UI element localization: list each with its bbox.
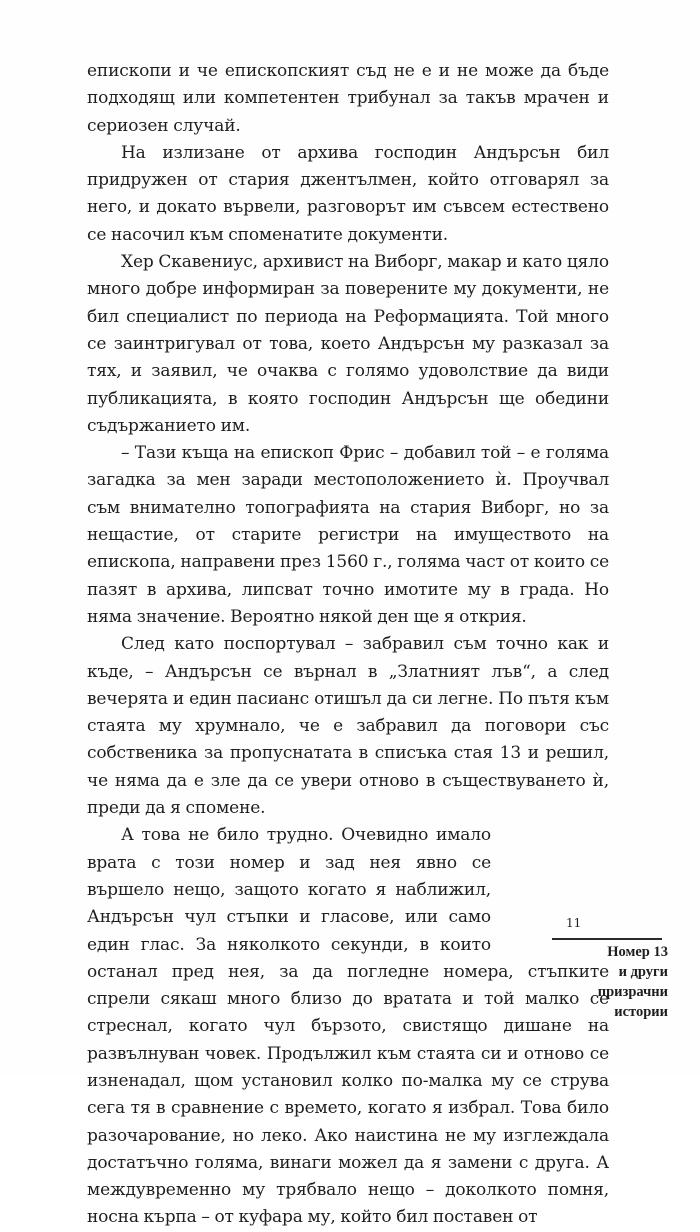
- paragraph-1: епископи и че епископският съд не е и не може да бъде подходящ или компетентен трибунал за такъв мрачен и сериозен случай.: [87, 61, 609, 136]
- running-title-line-2: и други призрачни: [597, 964, 668, 1000]
- paragraph-5: След като поспортувал – забравил съм точно как и къде, – Андърсън се върнал в „Златният лъв“, а след вечерята и един пасианс отишъл да си легне. По пътя към стаята му хрумнало, че е забравил да поговори със собственика за пропуснатата в списъка стая 13 и решил, че няма да е зле да се увери отново в съществуването ѝ, преди да я спомене.: [87, 634, 609, 819]
- running-title-line-1: Номер 13: [607, 944, 668, 960]
- running-title: [546, 942, 668, 1022]
- paragraph-4: – Тази къща на епископ Фрис – добавил той – е голяма загадка за мен заради местоположението ѝ. Проучвал съм внимателно топографията на стария Виборг, но за нещастие, от старите регистри на имуществото на епископа, направени през 1560 г., голяма част от които се пазят в архива, липсват точно имотите му в града. Но няма значение. Вероятно някой ден ще я открия.: [87, 443, 609, 627]
- paragraph-3: Хер Скавениус, архивист на Виборг, макар и като цяло много добре информиран за поверените му документи, не бил специалист по периода на Реформацията. Той много се заинтригувал от това, което Андърсън му разказал за тях, и заявил, че очаква с голямо удоволствие да види публикацията, в която господин Андърсън ще обедини съдържанието им.: [87, 252, 609, 436]
- page-number: 11: [566, 916, 582, 930]
- body-text: [87, 58, 609, 1232]
- paragraph-6: А това не било трудно. Очевидно имало врата с този номер и зад нея явно се вършело нещо, защото когато я наближил, Андърсън чул стъпки и гласове, или само един глас. За няколкото секунди, в които останал пред нея, за да погледне номера, стъпките спрели сякаш много близо до вратата и той малко се стреснал, когато чул бързото, свистящо дишане на развълнуван човек. Продължил към стаята си и отново се изненадал, щом установил колко по-малка му се струва сега тя в сравнение с времето, когато я избрал. Това било разочарование, но леко. Ако наистина не му изглеждала достатъчно голяма, винаги можел да я замени с друга. А междувременно му трябвало нещо – доколкото помня, носна кърпа – от куфара му, който бил поставен от: [87, 825, 609, 1228]
- side-divider: [552, 938, 662, 940]
- side-note-space: [491, 840, 609, 950]
- running-title-line-3: истории: [614, 1004, 668, 1020]
- paragraph-2: На излизане от архива господин Андърсън бил придружен от стария джентълмен, който отговарял за него, и докато вървели, разговорът им съвсем естествено се насочил към споменатите документи.: [87, 142, 609, 245]
